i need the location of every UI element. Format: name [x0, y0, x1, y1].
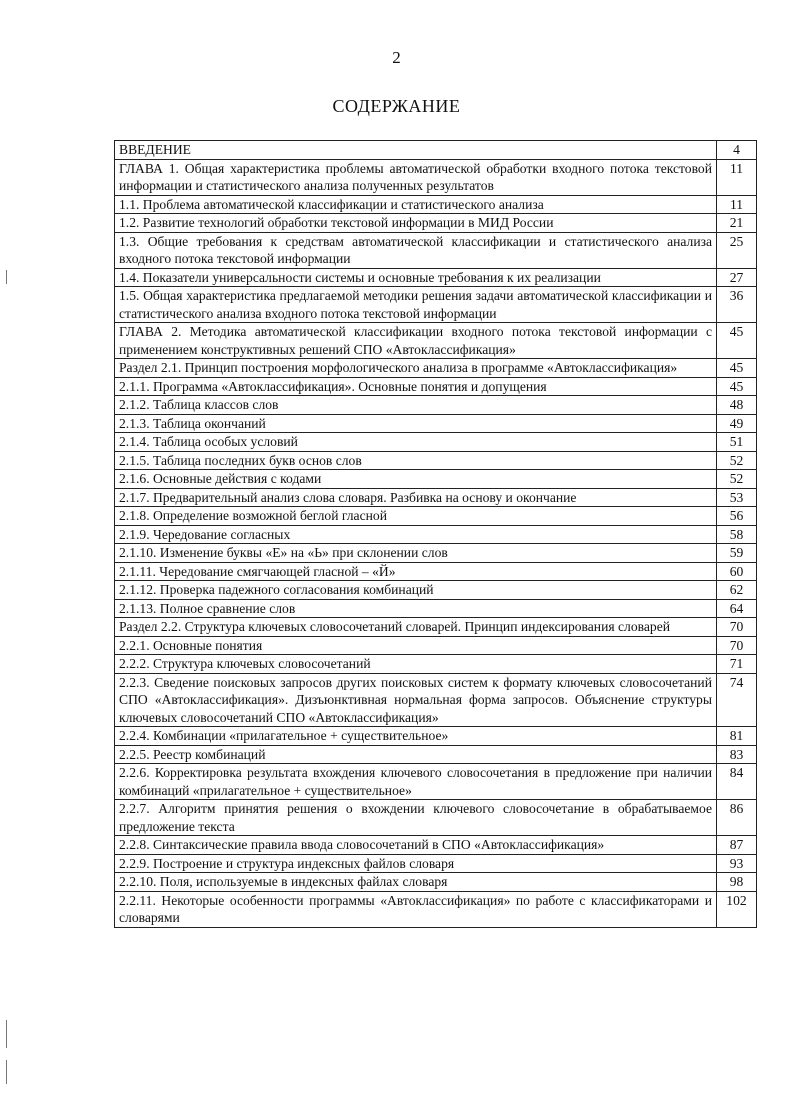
- toc-row: [115, 287, 757, 323]
- toc-entry-page: 53: [717, 488, 757, 507]
- toc-entry-page: 58: [717, 525, 757, 544]
- toc-entry-page: 64: [717, 599, 757, 618]
- toc-row: [115, 764, 757, 800]
- toc-entry-text: ВВЕДЕНИЕ: [115, 141, 717, 160]
- toc-entry-text: 2.1.1. Программа «Автоклассификация». Основные понятия и допущения: [115, 377, 717, 396]
- toc-entry-text: 2.1.6. Основные действия с кодами: [115, 470, 717, 489]
- scan-mark: [6, 1020, 7, 1048]
- toc-entry-text: 2.2.7. Алгоритм принятия решения о вхождении ключевого словосочетание в обрабатываемое предложение текста: [115, 800, 717, 836]
- toc-entry-page: 21: [717, 214, 757, 233]
- toc-entry-page: 102: [717, 891, 757, 927]
- toc-row: [115, 268, 757, 287]
- toc-row: [115, 581, 757, 600]
- toc-row: [115, 800, 757, 836]
- toc-table: [114, 140, 757, 928]
- toc-entry-text: ГЛАВА 2. Методика автоматической классификации входного потока текстовой информации с применением конструктивных решений СПО «Автоклассификация»: [115, 323, 717, 359]
- toc-row: [115, 359, 757, 378]
- toc-row: [115, 854, 757, 873]
- toc-row: [115, 141, 757, 160]
- toc-entry-page: 83: [717, 745, 757, 764]
- toc-entry-page: 11: [717, 195, 757, 214]
- toc-row: [115, 451, 757, 470]
- toc-row: [115, 323, 757, 359]
- toc-entry-text: 2.2.2. Структура ключевых словосочетаний: [115, 655, 717, 674]
- toc-row: [115, 214, 757, 233]
- toc-entry-text: 2.1.9. Чередование согласных: [115, 525, 717, 544]
- toc-entry-page: 36: [717, 287, 757, 323]
- toc-entry-page: 74: [717, 673, 757, 727]
- toc-row: [115, 544, 757, 563]
- toc-entry-text: 2.1.10. Изменение буквы «Е» на «Ь» при склонении слов: [115, 544, 717, 563]
- toc-entry-page: 81: [717, 727, 757, 746]
- scan-mark: [6, 270, 7, 284]
- toc-entry-text: 2.1.5. Таблица последних букв основ слов: [115, 451, 717, 470]
- toc-row: [115, 673, 757, 727]
- toc-row: [115, 195, 757, 214]
- toc-body: [115, 141, 757, 928]
- toc-entry-page: 49: [717, 414, 757, 433]
- toc-entry-text: 2.2.6. Корректировка результата вхождения ключевого словосочетания в предложение при наличии комбинаций «прилагательное + существительное»: [115, 764, 717, 800]
- toc-row: [115, 414, 757, 433]
- toc-row: [115, 873, 757, 892]
- toc-row: [115, 377, 757, 396]
- toc-entry-text: 2.2.5. Реестр комбинаций: [115, 745, 717, 764]
- toc-entry-page: 56: [717, 507, 757, 526]
- toc-row: [115, 618, 757, 637]
- toc-row: [115, 836, 757, 855]
- toc-title: СОДЕРЖАНИЕ: [332, 96, 461, 116]
- toc-entry-page: 11: [717, 159, 757, 195]
- toc-entry-page: 84: [717, 764, 757, 800]
- toc-row: [115, 599, 757, 618]
- toc-row: [115, 636, 757, 655]
- toc-entry-page: 51: [717, 433, 757, 452]
- toc-entry-page: 27: [717, 268, 757, 287]
- scan-mark: [6, 1060, 7, 1084]
- toc-entry-text: 1.3. Общие требования к средствам автоматической классификации и статистического анализа входного потока текстовой информации: [115, 232, 717, 268]
- toc-entry-text: 2.2.8. Синтаксические правила ввода словосочетаний в СПО «Автоклассификация»: [115, 836, 717, 855]
- toc-entry-page: 98: [717, 873, 757, 892]
- toc-entry-text: 2.1.4. Таблица особых условий: [115, 433, 717, 452]
- toc-entry-text: 2.1.2. Таблица классов слов: [115, 396, 717, 415]
- toc-entry-text: 2.1.13. Полное сравнение слов: [115, 599, 717, 618]
- toc-row: [115, 488, 757, 507]
- toc-row: [115, 727, 757, 746]
- toc-entry-text: 1.1. Проблема автоматической классификации и статистического анализа: [115, 195, 717, 214]
- toc-entry-page: 93: [717, 854, 757, 873]
- toc-entry-text: 2.1.3. Таблица окончаний: [115, 414, 717, 433]
- toc-entry-page: 4: [717, 141, 757, 160]
- toc-entry-page: 71: [717, 655, 757, 674]
- toc-entry-page: 45: [717, 359, 757, 378]
- toc-entry-text: 2.2.11. Некоторые особенности программы «Автоклассификация» по работе с классификаторами и словарями: [115, 891, 717, 927]
- toc-entry-text: 2.2.10. Поля, используемые в индексных файлах словаря: [115, 873, 717, 892]
- toc-row: [115, 507, 757, 526]
- toc-entry-page: 52: [717, 451, 757, 470]
- toc-row: [115, 396, 757, 415]
- toc-entry-text: 1.4. Показатели универсальности системы и основные требования к их реализации: [115, 268, 717, 287]
- toc-entry-text: Раздел 2.1. Принцип построения морфологического анализа в программе «Автоклассификация»: [115, 359, 717, 378]
- toc-entry-page: 48: [717, 396, 757, 415]
- toc-row: [115, 745, 757, 764]
- toc-entry-text: ГЛАВА 1. Общая характеристика проблемы автоматической обработки входного потока текстовой информации и статистического анализа полученных результатов: [115, 159, 717, 195]
- toc-row: [115, 470, 757, 489]
- toc-row: [115, 655, 757, 674]
- toc-row: [115, 159, 757, 195]
- toc-entry-page: 52: [717, 470, 757, 489]
- toc-entry-text: 2.2.4. Комбинации «прилагательное + существительное»: [115, 727, 717, 746]
- toc-entry-page: 86: [717, 800, 757, 836]
- toc-entry-page: 70: [717, 636, 757, 655]
- toc-row: [115, 525, 757, 544]
- toc-entry-text: 2.1.11. Чередование смягчающей гласной – «Й»: [115, 562, 717, 581]
- toc-row: [115, 232, 757, 268]
- toc-entry-page: 62: [717, 581, 757, 600]
- toc-entry-page: 59: [717, 544, 757, 563]
- toc-entry-text: Раздел 2.2. Структура ключевых словосочетаний словарей. Принцип индексирования словарей: [115, 618, 717, 637]
- toc-entry-page: 45: [717, 377, 757, 396]
- toc-entry-text: 2.2.3. Сведение поисковых запросов других поисковых систем к формату ключевых словосочетаний СПО «Автоклассификация». Дизъюнктивная нормальная форма запросов. Объяснение структуры ключевых словосочетаний СПО «Автоклассификация»: [115, 673, 717, 727]
- toc-entry-text: 1.2. Развитие технологий обработки текстовой информации в МИД России: [115, 214, 717, 233]
- toc-entry-text: 1.5. Общая характеристика предлагаемой методики решения задачи автоматической классификации и статистического анализа входного потока текстовой информации: [115, 287, 717, 323]
- toc-entry-page: 25: [717, 232, 757, 268]
- toc-entry-text: 2.1.7. Предварительный анализ слова словаря. Разбивка на основу и окончание: [115, 488, 717, 507]
- toc-entry-text: 2.1.8. Определение возможной беглой гласной: [115, 507, 717, 526]
- toc-entry-text: 2.2.1. Основные понятия: [115, 636, 717, 655]
- toc-row: [115, 891, 757, 927]
- toc-row: [115, 562, 757, 581]
- toc-entry-text: 2.1.12. Проверка падежного согласования комбинаций: [115, 581, 717, 600]
- page-number: 2: [392, 48, 401, 67]
- toc-entry-page: 60: [717, 562, 757, 581]
- toc-entry-page: 70: [717, 618, 757, 637]
- toc-entry-page: 45: [717, 323, 757, 359]
- toc-row: [115, 433, 757, 452]
- toc-entry-page: 87: [717, 836, 757, 855]
- toc-entry-text: 2.2.9. Построение и структура индексных файлов словаря: [115, 854, 717, 873]
